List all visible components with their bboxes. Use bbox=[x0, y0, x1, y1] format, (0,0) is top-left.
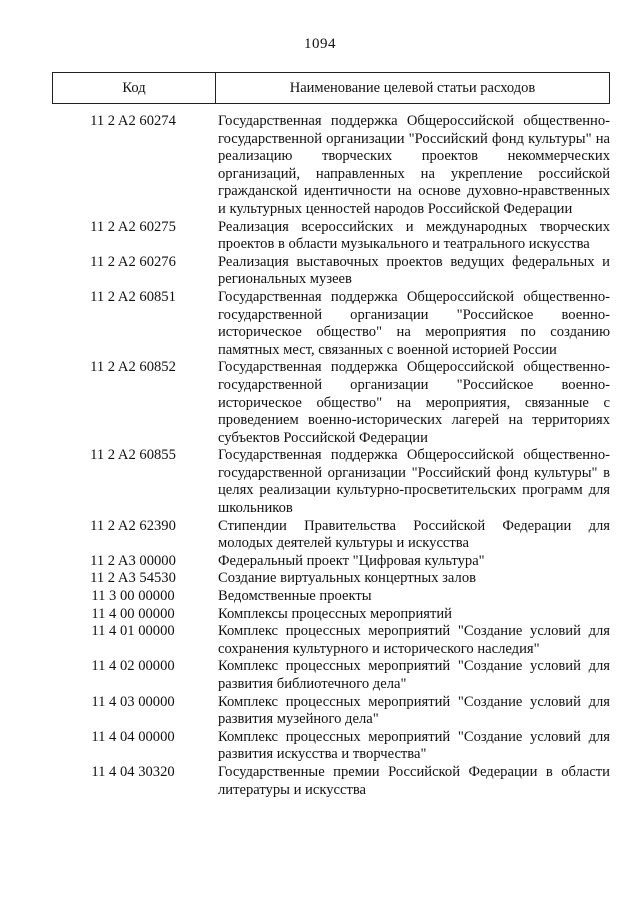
table-row bbox=[52, 570, 610, 588]
row-code: 11 4 04 00000 bbox=[91, 728, 175, 745]
row-name: Комплекс процессных мероприятий "Создание условий для развития библиотечного дела" bbox=[218, 658, 610, 692]
row-name: Комплекс процессных мероприятий "Создание условий для развития музейного дела" bbox=[218, 693, 610, 728]
table-row bbox=[52, 113, 610, 219]
row-code: 11 2 A2 60855 bbox=[90, 447, 176, 464]
row-name: Ведомственные проекты bbox=[218, 588, 372, 605]
row-code: 11 4 02 00000 bbox=[91, 658, 175, 675]
column-header-code: Код bbox=[53, 73, 216, 103]
row-name: Государственная поддержка Общероссийской общественно-государственной организации "Российский фонд культуры" на реализацию творческих проектов некоммерческих организаций, направленных на укрепление российской гражданской идентичности на основе духовно-нравственных и культурных ценностей народов Российской Федерации bbox=[218, 113, 610, 217]
table-row bbox=[52, 553, 610, 571]
row-name: Государственная поддержка Общероссийской общественно-государственной организации "Российское военно-историческое общество" на мероприятия, связанные с проведением военно-исторических лагерей на территориях субъектов Российской Федерации bbox=[218, 359, 610, 446]
table-row bbox=[52, 289, 610, 359]
row-code: 11 2 A2 60275 bbox=[90, 218, 176, 235]
row-code: 11 2 A2 60276 bbox=[90, 253, 176, 270]
table-row bbox=[52, 588, 610, 606]
row-code: 11 2 A3 54530 bbox=[90, 570, 176, 587]
table-row bbox=[52, 623, 610, 658]
table-row bbox=[52, 518, 610, 553]
table-row bbox=[52, 764, 610, 799]
table-row bbox=[52, 359, 610, 447]
row-code: 11 3 00 00000 bbox=[91, 588, 175, 605]
row-name: Государственные премии Российской Федерации в области литературы и искусства bbox=[218, 763, 610, 798]
row-code: 11 4 03 00000 bbox=[91, 693, 175, 710]
row-name: Реализация выставочных проектов ведущих федеральных и региональных музеев bbox=[218, 253, 610, 288]
row-code: 11 2 A2 60852 bbox=[90, 359, 176, 376]
page-number: 1094 bbox=[304, 36, 336, 52]
table-row bbox=[52, 658, 610, 693]
row-name: Реализация всероссийских и международных творческих проектов в области музыкального и театрального искусства bbox=[218, 218, 610, 253]
table-header bbox=[52, 72, 610, 104]
row-code: 11 2 A2 62390 bbox=[90, 517, 176, 534]
table-row bbox=[52, 694, 610, 729]
row-name: Федеральный проект "Цифровая культура" bbox=[218, 552, 485, 569]
table-row bbox=[52, 447, 610, 517]
row-code: 11 4 01 00000 bbox=[91, 623, 175, 640]
row-code: 11 4 00 00000 bbox=[91, 605, 175, 622]
table-body bbox=[52, 113, 610, 799]
table-row bbox=[52, 729, 610, 764]
row-name: Комплексы процессных мероприятий bbox=[218, 605, 452, 622]
table-row bbox=[52, 606, 610, 624]
row-name: Государственная поддержка Общероссийской общественно-государственной организации "Российское военно-историческое общество" на мероприятия по созданию памятных мест, связанных с военной историей России bbox=[218, 288, 610, 358]
row-code: 11 4 04 30320 bbox=[91, 763, 175, 780]
row-code: 11 2 A3 00000 bbox=[90, 552, 176, 569]
column-header-name: Наименование целевой статьи расходов bbox=[289, 79, 536, 96]
row-name: Создание виртуальных концертных залов bbox=[218, 570, 477, 587]
table-row bbox=[52, 219, 610, 254]
row-code: 11 2 A2 60274 bbox=[90, 113, 176, 129]
row-name: Государственная поддержка Общероссийской общественно-государственной организации "Российский фонд культуры" в целях реализации культурно-просветительских программ для школьников bbox=[218, 447, 610, 517]
row-name: Комплекс процессных мероприятий "Создание условий для сохранения культурного и исторического наследия" bbox=[218, 623, 610, 657]
row-name: Комплекс процессных мероприятий "Создание условий для развития искусства и творчества" bbox=[218, 728, 610, 763]
row-name: Стипендии Правительства Российской Федерации для молодых деятелей культуры и искусства bbox=[218, 517, 610, 552]
row-code: 11 2 A2 60851 bbox=[90, 288, 176, 305]
table-row bbox=[52, 254, 610, 289]
